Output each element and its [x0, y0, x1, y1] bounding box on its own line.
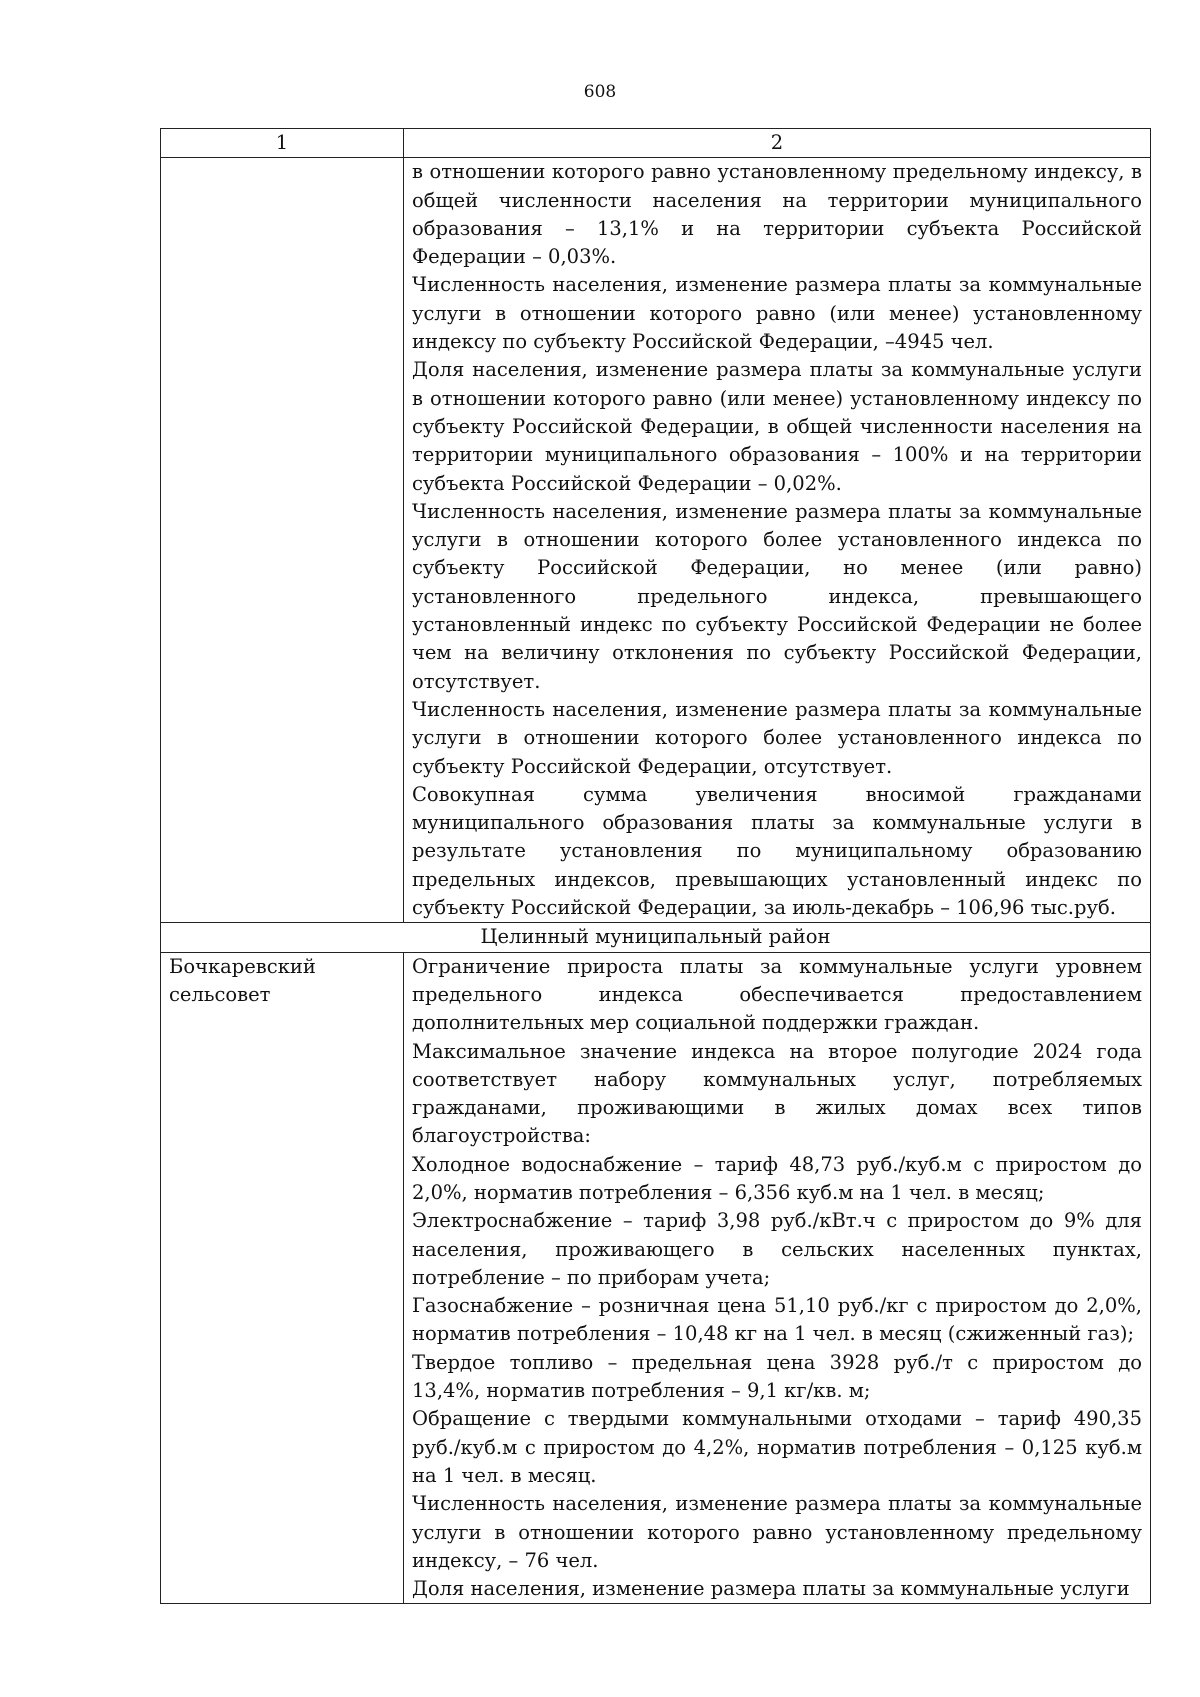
paragraph: Доля населения, изменение размера платы за коммунальные услуги	[412, 1577, 1130, 1601]
section-row	[161, 923, 1151, 952]
paragraph: Численность населения, изменение размера платы за коммунальные услуги в отношении которого равно установленному предельному индексу, – 76 чел.	[412, 1492, 1142, 1572]
document-table	[160, 128, 1151, 1604]
row-content-cell	[404, 952, 1151, 1604]
row-name-cell	[161, 158, 404, 923]
column-header-1: 1	[161, 129, 404, 158]
municipality-name: Бочкаревский сельсовет	[169, 954, 316, 1006]
paragraph: Доля населения, изменение размера платы за коммунальные услуги в отношении которого равно (или менее) установленному индексу по субъекту Российской Федерации, в общей численности населения на территории муниципального образования – 100% и на территории субъекта Российской Федерации – 0,02%.	[412, 358, 1142, 495]
section-title: Целинный муниципальный район	[161, 923, 1151, 952]
paragraph: в отношении которого равно установленному предельному индексу, в общей численности населения на территории муниципального образования – 13,1% и на территории субъекта Российской Федерации – 0,03%.	[412, 160, 1142, 269]
paragraph: Численность населения, изменение размера платы за коммунальные услуги в отношении которого более установленного индекса по субъекту Российской Федерации, но менее (или равно) установленного предельного индекса, превышающего установленный индекс по субъекту Российской Федерации не более чем на величину отклонения по субъекту Российской Федерации, отсутствует.	[412, 499, 1142, 693]
row-name-cell	[161, 952, 404, 1604]
paragraph: Ограничение прироста платы за коммунальные услуги уровнем предельного индекса обеспечивается предоставлением дополнительных мер социальной поддержки граждан.	[412, 954, 1142, 1035]
table-row	[161, 952, 1151, 1604]
paragraph: Численность населения, изменение размера платы за коммунальные услуги в отношении которого равно (или менее) установленному индексу по субъекту Российской Федерации, –4945 чел.	[412, 273, 1142, 354]
paragraph: Обращение с твердыми коммунальными отходами – тариф 490,35 руб./куб.м с приростом до 4,2%, норматив потребления – 0,125 куб.м на 1 чел. в месяц.	[412, 1407, 1142, 1487]
table-header-row	[161, 129, 1151, 158]
paragraph: Электроснабжение – тариф 3,98 руб./кВт.ч с приростом до 9% для населения, проживающего в сельских населенных пунктах, потребление – по приборам учета;	[412, 1209, 1142, 1289]
paragraph: Максимальное значение индекса на второе полугодие 2024 года соответствует набору коммунальных услуг, потребляемых гражданами, проживающими в жилых домах всех типов благоустройства:	[412, 1039, 1142, 1148]
paragraph: Твердое топливо – предельная цена 3928 руб./т с приростом до 13,4%, норматив потребления – 9,1 кг/кв. м;	[412, 1350, 1142, 1403]
table-row	[161, 158, 1151, 923]
row-content-cell	[404, 158, 1151, 923]
page-number: 608	[583, 82, 617, 102]
paragraph: Численность населения, изменение размера платы за коммунальные услуги в отношении которого более установленного индекса по субъекту Российской Федерации, отсутствует.	[412, 697, 1142, 778]
paragraph: Газоснабжение – розничная цена 51,10 руб./кг с приростом до 2,0%, норматив потребления – 10,48 кг на 1 чел. в месяц (сжиженный газ);	[412, 1294, 1142, 1346]
paragraph: Совокупная сумма увеличения вносимой гражданами муниципального образования платы за коммунальные услуги в результате установления по муниципальному образованию предельных индексов, превышающих установленный индекс по субъекту Российской Федерации, за июль-декабрь – 106,96 тыс.руб.	[412, 782, 1142, 920]
paragraph: Холодное водоснабжение – тариф 48,73 руб./куб.м с приростом до 2,0%, норматив потребления – 6,356 куб.м на 1 чел. в месяц;	[412, 1152, 1142, 1204]
column-header-2: 2	[404, 129, 1151, 158]
